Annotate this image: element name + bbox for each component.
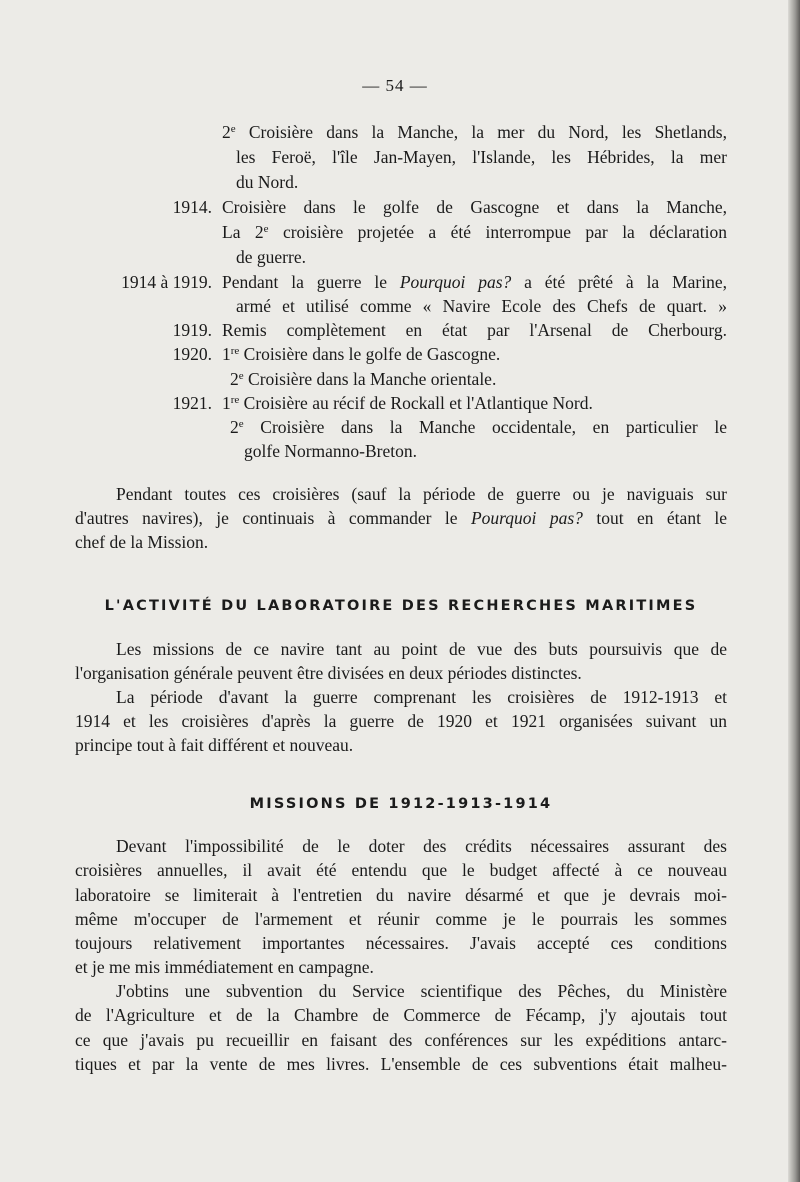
cruise-date: 1914 à 1919. xyxy=(121,272,212,292)
paragraph-line: Les missions de ce navire tant au point de vue des buts poursuivis que de xyxy=(116,639,727,659)
paragraph-line: ce que j'avais pu recueillir en faisant des conférences sur les expéditions antarc- xyxy=(75,1030,727,1050)
cruise-line: 2e Croisière dans la Manche occidentale, en particulier le xyxy=(230,417,727,437)
cruise-line: golfe Normanno-Breton. xyxy=(244,441,418,461)
cruise-line: Pendant la guerre le Pourquoi pas? a été prêté à la Marine, xyxy=(222,272,727,292)
paragraph-line: de l'Agriculture et de la Chambre de Commerce de Fécamp, j'y ajoutais tout xyxy=(75,1005,727,1025)
section-heading: MISSIONS DE 1912-1913-1914 xyxy=(249,796,553,812)
paragraph-line: 1914 et les croisières d'après la guerre de 1920 et 1921 organisées suivant un xyxy=(75,711,727,731)
cruise-line: armé et utilisé comme « Navire Ecole des Chefs de quart. » xyxy=(236,296,727,316)
paragraph-line: même m'occuper de l'armement et réunir comme je le pourrais les sommes xyxy=(75,909,727,929)
paragraph-line: Devant l'impossibilité de le doter des crédits nécessaires assurant des xyxy=(116,836,727,856)
cruise-line: Croisière dans le golfe de Gascogne et dans la Manche, xyxy=(222,197,727,217)
cruise-line: les Feroë, l'île Jan-Mayen, l'Islande, les Hébrides, la mer xyxy=(236,147,727,167)
cruise-date: 1914. xyxy=(172,197,212,217)
cruise-line: 1re Croisière au récif de Rockall et l'Atlantique Nord. xyxy=(222,393,593,413)
paragraph-line: chef de la Mission. xyxy=(75,532,209,552)
paragraph-line: croisières annuelles, il avait été entendu que le budget affecté à ce nouveau xyxy=(75,860,727,880)
page-edge-shadow xyxy=(788,0,800,1182)
cruise-date: 1920. xyxy=(172,344,212,364)
paragraph-line: Pendant toutes ces croisières (sauf la période de guerre ou je naviguais sur xyxy=(116,484,727,504)
paragraph-line: laboratoire se limiterait à l'entretien du navire désarmé et que je devrais moi- xyxy=(75,885,727,905)
paragraph-line: et je me mis immédiatement en campagne. xyxy=(75,957,374,977)
paragraph-line: toujours relativement importantes nécessaires. J'avais accepté ces conditions xyxy=(75,933,727,953)
section-heading: L'ACTIVITÉ DU LABORATOIRE DES RECHERCHES MARITIMES xyxy=(104,598,698,614)
cruise-line: 2e Croisière dans la Manche orientale. xyxy=(230,369,497,389)
paragraph-line: tiques et par la vente de mes livres. L'ensemble de ces subventions était malheu- xyxy=(75,1054,727,1074)
cruise-line: de guerre. xyxy=(236,247,306,267)
cruise-date: 1919. xyxy=(172,320,212,340)
cruise-line: Remis complètement en état par l'Arsenal de Cherbourg. xyxy=(222,320,727,340)
paragraph-line: d'autres navires), je continuais à commander le Pourquoi pas? tout en étant le xyxy=(75,508,727,528)
paragraph-line: La période d'avant la guerre comprenant les croisières de 1912-1913 et xyxy=(116,687,727,707)
cruise-line: 2e Croisière dans la Manche, la mer du Nord, les Shetlands, xyxy=(222,122,727,142)
paragraph-line: l'organisation générale peuvent être divisées en deux périodes distinctes. xyxy=(75,663,582,683)
cruise-date: 1921. xyxy=(172,393,212,413)
page-number: — 54 — xyxy=(362,76,428,95)
paragraph-line: J'obtins une subvention du Service scientifique des Pêches, du Ministère xyxy=(116,981,727,1001)
cruise-line: 1re Croisière dans le golfe de Gascogne. xyxy=(222,344,501,364)
paragraph-line: principe tout à fait différent et nouveau. xyxy=(75,735,354,755)
cruise-line: du Nord. xyxy=(236,172,299,192)
cruise-line: La 2e croisière projetée a été interrompue par la déclaration xyxy=(222,222,727,242)
